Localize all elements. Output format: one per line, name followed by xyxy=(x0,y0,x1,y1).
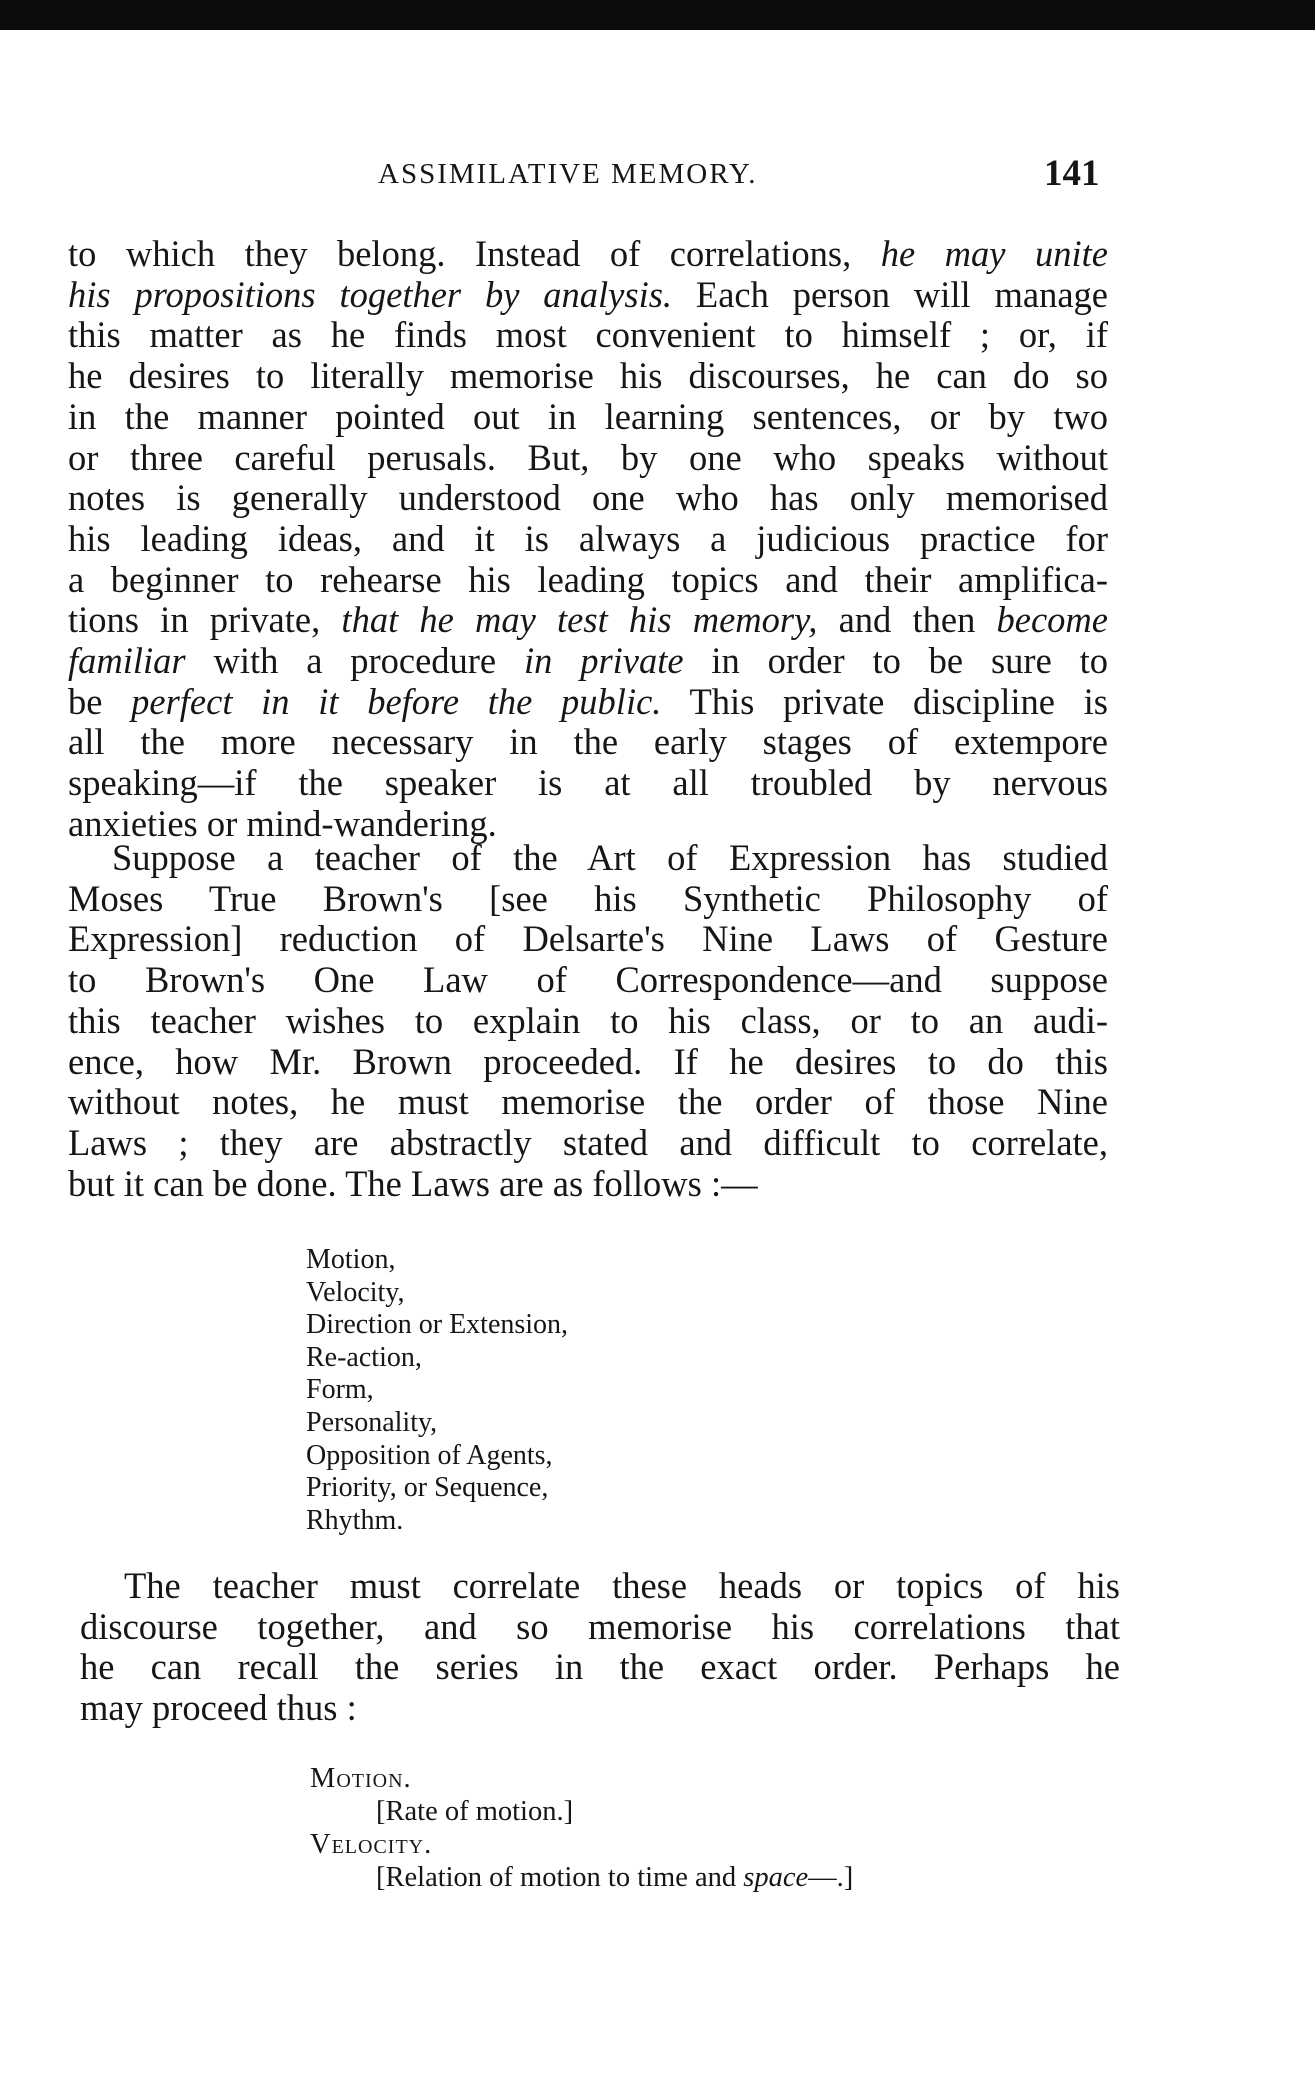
text-line xyxy=(68,600,1108,641)
text-segment: with a procedure xyxy=(185,640,524,682)
text-segment: Expression] reduction of Delsarte's Nine Laws of Gesture xyxy=(68,918,1108,960)
italic-phrase: familiar xyxy=(68,640,186,682)
text-segment: to Brown's One Law of Correspondence—and suppose xyxy=(68,959,1108,1001)
italic-phrase: he may unite xyxy=(880,233,1108,274)
italic-phrase: his propositions together by analysis. xyxy=(68,273,673,315)
paragraph-delsarte-laws xyxy=(68,838,1108,1204)
text-line xyxy=(68,315,1108,356)
paragraph-correlate xyxy=(80,1566,1120,1729)
text-line xyxy=(68,722,1108,763)
text-segment: be xyxy=(68,680,132,722)
correlation-text: —.] xyxy=(808,1862,854,1893)
text-line xyxy=(80,1688,1120,1729)
text-line xyxy=(68,1082,1108,1123)
text-line xyxy=(68,397,1108,438)
text-segment: he desires to literally memorise his discourses, he can do so xyxy=(68,355,1108,397)
law-item: Priority, or Sequence, xyxy=(306,1472,549,1504)
law-item: Rhythm. xyxy=(306,1504,404,1536)
correlation-head xyxy=(310,1762,853,1795)
text-line xyxy=(68,763,1108,804)
text-line xyxy=(80,1647,1120,1688)
text-segment: Moses True Brown's [see his Synthetic Philosophy of xyxy=(68,877,1108,919)
text-line xyxy=(68,438,1108,479)
text-segment: or three careful perusals. But, by one who speaks without xyxy=(68,436,1108,478)
text-line xyxy=(68,1001,1108,1042)
text-segment: a beginner to rehearse his leading topics and their amplifica- xyxy=(68,558,1108,600)
correlation-text: [Rate of motion.] xyxy=(376,1796,574,1827)
text-segment: his leading ideas, and it is always a judicious practice for xyxy=(68,517,1108,559)
italic-phrase: space xyxy=(743,1862,809,1893)
text-segment: and then xyxy=(817,599,997,641)
correlation-note xyxy=(310,1861,853,1894)
text-line xyxy=(68,234,1108,275)
law-item: Opposition of Agents, xyxy=(306,1439,553,1471)
text-segment: without notes, he must memorise the order of those Nine xyxy=(68,1081,1108,1123)
correlation-text: Motion. xyxy=(310,1763,412,1794)
law-item: Velocity, xyxy=(306,1276,405,1308)
text-segment: speaking—if the speaker is at all troubled by nervous xyxy=(68,762,1108,804)
text-segment: ence, how Mr. Brown proceeded. If he desires to do this xyxy=(68,1040,1108,1082)
italic-phrase: perfect in it before the public. xyxy=(131,680,662,722)
law-item: Direction or Extension, xyxy=(306,1309,569,1341)
correlation-head xyxy=(310,1828,853,1861)
text-segment: notes is generally understood one who has only memorised xyxy=(68,477,1108,519)
text-segment: The teacher must correlate these heads or topics of his xyxy=(124,1565,1120,1606)
text-segment: Each person will manage xyxy=(672,273,1108,315)
running-title: ASSIMILATIVE MEMORY. xyxy=(378,158,758,190)
page-number: 141 xyxy=(1044,153,1100,194)
text-segment: he can recall the series in the exact order. Perhaps he xyxy=(80,1646,1120,1688)
correlation-text: Velocity. xyxy=(310,1829,433,1860)
text-segment: tions in private, xyxy=(68,599,342,641)
text-segment: anxieties or mind-wandering. xyxy=(68,802,497,844)
text-line xyxy=(68,879,1108,920)
text-segment: but it can be done. The Laws are as follows :— xyxy=(68,1162,758,1204)
text-line xyxy=(80,1607,1120,1648)
text-line xyxy=(68,275,1108,316)
laws-list xyxy=(306,1244,568,1537)
correlation-list xyxy=(310,1762,853,1894)
text-line xyxy=(68,641,1108,682)
text-segment: Laws ; they are abstractly stated and difficult to correlate, xyxy=(68,1121,1108,1163)
text-line xyxy=(68,519,1108,560)
text-line xyxy=(68,1042,1108,1083)
paragraph-assimilation xyxy=(68,234,1108,845)
text-line xyxy=(68,960,1108,1001)
law-item: Personality, xyxy=(306,1406,438,1438)
text-segment: all the more necessary in the early stages of extempore xyxy=(68,721,1108,763)
correlation-note xyxy=(310,1795,853,1828)
text-line xyxy=(68,1164,1108,1205)
italic-phrase: that he may test his memory, xyxy=(341,599,818,641)
text-line xyxy=(68,838,1108,879)
text-segment: may proceed thus : xyxy=(80,1687,357,1729)
text-line xyxy=(68,1123,1108,1164)
text-line xyxy=(68,478,1108,519)
text-segment: discourse together, and so memorise his correlations that xyxy=(80,1605,1120,1647)
text-line xyxy=(80,1566,1120,1607)
text-segment: Suppose a teacher of the Art of Expression has studied xyxy=(112,837,1108,878)
italic-phrase: in private xyxy=(523,640,684,682)
text-segment: This private discipline is xyxy=(661,680,1108,722)
text-line xyxy=(68,356,1108,397)
italic-phrase: become xyxy=(996,599,1108,641)
text-segment: to which they belong. Instead of correlations, xyxy=(68,233,881,274)
law-item: Motion, xyxy=(306,1244,396,1275)
scan-top-border xyxy=(0,0,1315,30)
law-item: Form, xyxy=(306,1374,374,1406)
text-line xyxy=(68,919,1108,960)
text-segment: in the manner pointed out in learning sentences, or by two xyxy=(68,395,1108,437)
correlation-text: [Relation of motion to time and xyxy=(376,1862,744,1893)
text-segment: in order to be sure to xyxy=(683,640,1108,682)
text-segment: this matter as he finds most convenient to himself ; or, if xyxy=(68,314,1108,356)
text-segment: this teacher wishes to explain to his class, or to an audi- xyxy=(68,999,1108,1041)
text-line xyxy=(68,682,1108,723)
text-line xyxy=(68,560,1108,601)
law-item: Re-action, xyxy=(306,1341,422,1373)
